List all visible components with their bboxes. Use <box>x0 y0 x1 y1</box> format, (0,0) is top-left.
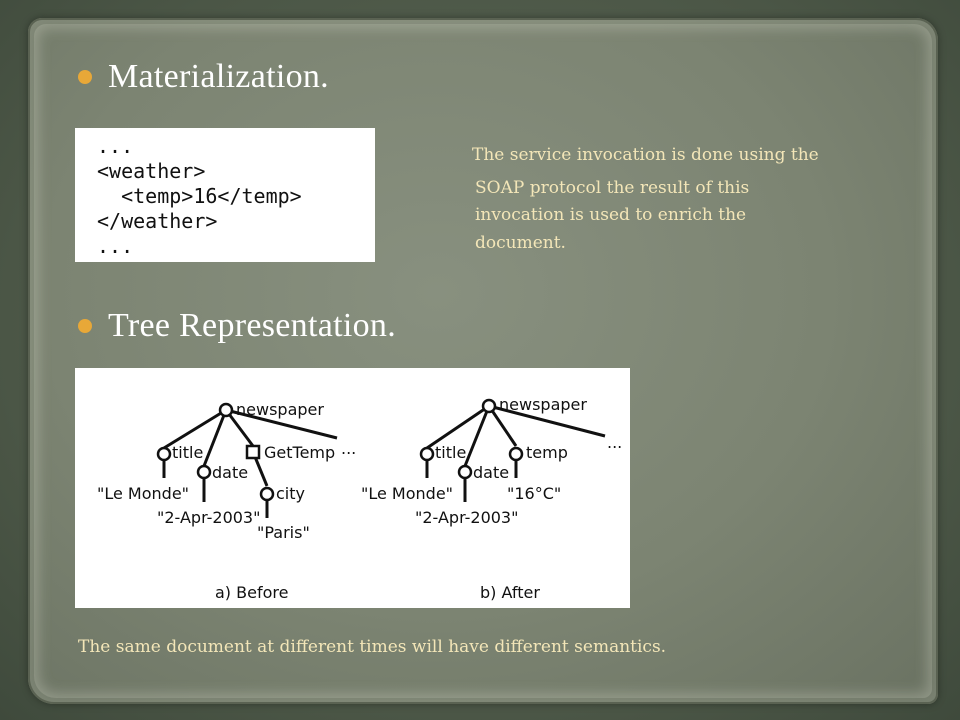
tree-label-temp: temp <box>526 443 568 462</box>
bullet-dot-icon <box>78 70 92 84</box>
tree-label-root: newspaper <box>236 400 324 419</box>
tree-label-service: GetTemp <box>264 443 336 462</box>
code-line: ... <box>97 234 134 258</box>
tree-label-title: title <box>172 443 204 462</box>
bullet-dot-icon <box>78 319 92 333</box>
tree-label-ellipsis: ... <box>607 433 623 452</box>
tree-caption-before: a) Before <box>215 583 289 602</box>
slide-caption: The same document at different times will have different semantics. <box>78 637 667 657</box>
tree-diagram-image <box>75 368 630 608</box>
bullet-tree-representation <box>78 307 396 345</box>
tree-label-date: date <box>212 463 249 482</box>
description-line: The service invocation is done using the <box>472 145 819 165</box>
tree-node <box>198 466 210 478</box>
tree-value-city: "Paris" <box>257 523 310 542</box>
tree-node <box>220 404 232 416</box>
tree-value-title: "Le Monde" <box>97 484 190 503</box>
tree-value-date: "2-Apr-2003" <box>157 508 261 527</box>
tree-label-date: date <box>473 463 510 482</box>
heading-materialization: Materialization. <box>108 58 329 95</box>
heading-tree-representation: Tree Representation. <box>108 307 397 344</box>
tree-value-date: "2-Apr-2003" <box>415 508 519 527</box>
code-line: <weather> <box>97 159 206 183</box>
description-line: SOAP protocol the result of this <box>475 178 750 198</box>
tree-value-temp: "16°C" <box>507 484 562 503</box>
tree-node <box>483 400 495 412</box>
tree-node <box>459 466 471 478</box>
tree-node <box>261 488 273 500</box>
description-line: document. <box>475 233 566 253</box>
tree-node <box>158 448 170 460</box>
tree-diagram-svg <box>75 368 630 608</box>
bullet-materialization <box>78 58 329 96</box>
service-call-node <box>247 446 259 458</box>
tree-label-root: newspaper <box>499 395 587 414</box>
description-line: invocation is used to enrich the <box>475 205 747 225</box>
tree-label-ellipsis: ... <box>341 439 357 458</box>
tree-label-title: title <box>435 443 467 462</box>
tree-node <box>421 448 433 460</box>
tree-caption-after: b) After <box>480 583 540 602</box>
code-line: <temp>16</temp> <box>97 184 302 208</box>
code-line: ... <box>97 134 134 158</box>
tree-value-title: "Le Monde" <box>361 484 454 503</box>
xml-code-image <box>75 128 375 262</box>
tree-label-city: city <box>276 484 305 503</box>
tree-node <box>510 448 522 460</box>
code-line: </weather> <box>97 209 218 233</box>
